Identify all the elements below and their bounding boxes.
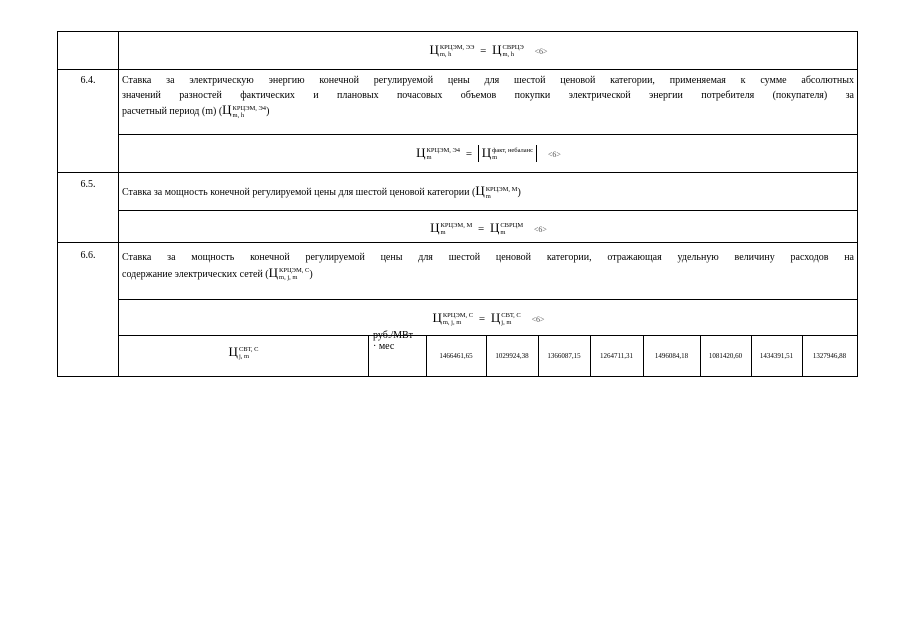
section-description: Ставка за электрическую энергию конечной регулируемой цены для шестой ценовой категории, применяемая к сумме абсолютных значений разностей фактических и плановых почасовых объемов покупки электрической энергии потребителя (покупателя) за расчетный период (m) (Ц КРЦЭМ, Э4 m, h ) [122, 75, 854, 119]
formula-krcem-m: Ц КРЦЭМ, М m = Ц СВРЦМ m <6> [430, 220, 547, 237]
column-divider [368, 335, 369, 376]
value-cell: 1081420,60 [708, 352, 743, 360]
footnote-ref: <6> [533, 225, 547, 234]
formula-krcem-ee: Ц КРЦЭМ, ЭЭ m, h = Ц СВРЦЭ m, h <6> [429, 42, 548, 59]
value-cell: 1366087,15 [547, 352, 581, 360]
section-description: Ставка за мощность конечной регулируемой цены для шестой ценовой категории, отражающая удельную величину расходов на содержание электрических сетей (Ц КРЦЭМ, С m, j, m ) [122, 252, 854, 282]
value-cell: 1327946,88 [812, 352, 847, 360]
value-cell: 1466461,65 [439, 352, 473, 360]
row-divider [118, 134, 857, 135]
symbol: Ц [268, 264, 279, 280]
value-cell: 1029924,38 [495, 352, 529, 360]
footnote-ref: <6> [547, 150, 561, 159]
section-number: 6.5. [80, 179, 96, 190]
section-number: 6.6. [80, 250, 96, 261]
value-cell: 1434391,51 [759, 352, 794, 360]
absolute-value: Ц факт, небаланс m [478, 145, 537, 162]
tariff-table [57, 31, 858, 377]
row-divider [118, 335, 857, 336]
row-divider [118, 210, 857, 211]
column-divider [118, 32, 119, 376]
row-divider [58, 69, 857, 70]
value-cell: 1496084,18 [654, 352, 689, 360]
footnote-ref: <6> [534, 47, 548, 56]
footnote-ref: <6> [531, 315, 545, 324]
row-divider [58, 242, 857, 243]
section-description: Ставка за мощность конечной регулируемой цены для шестой ценовой категории (Ц КРЦЭМ, М m ) [122, 183, 521, 200]
symbol: Ц [222, 102, 232, 117]
symbol: Ц [475, 183, 485, 198]
value-cell: 1264711,31 [600, 352, 633, 360]
unit-label: руб./МВт · мес [373, 330, 414, 352]
formula-krcem-s: Ц КРЦЭМ, С m, j, m = Ц СВТ, С j, m <6> [432, 310, 545, 327]
row-divider [58, 172, 857, 173]
data-row-label: Ц СВТ, С j, m [228, 344, 259, 361]
row-divider [118, 299, 857, 300]
formula-krcem-e4: Ц КРЦЭМ, Э4 m = Ц факт, небаланс m <6> [416, 145, 561, 162]
section-number: 6.4. [80, 75, 96, 86]
